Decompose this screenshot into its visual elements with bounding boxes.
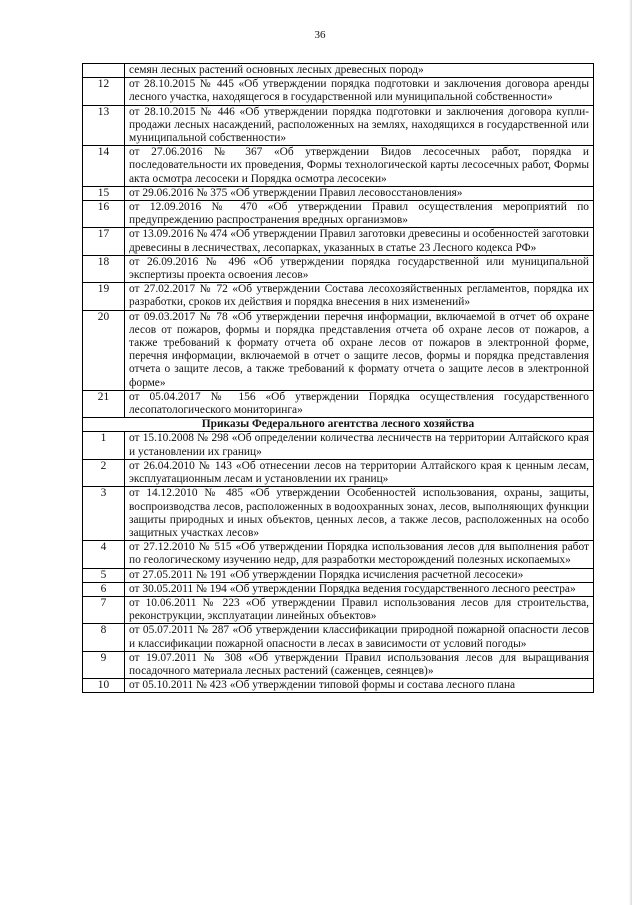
row-number: 10: [83, 679, 125, 693]
row-number: 19: [83, 283, 125, 310]
row-text: от 14.12.2010 № 485 «Об утверждении Особенностей использования, охраны, защиты, воспроизводства лесов, расположенных в водоохранных зонах, лесов, выполняющих функции защиты природных и иных объектов, ценных лесов, а также лесов, расположенных на особо защитных участках лесов»: [125, 487, 594, 541]
legal-acts-table: [82, 63, 594, 693]
row-number: 3: [83, 487, 125, 541]
row-number: 6: [83, 582, 125, 596]
table-row: [83, 582, 594, 596]
row-text: от 19.07.2011 № 308 «Об утверждении Правил использования лесов для выращивания посадочного материала лесных растений (саженцев, сеянцев)»: [125, 651, 594, 678]
table-row: [83, 679, 594, 693]
row-text: от 27.02.2017 № 72 «Об утверждении Состава лесохозяйственных регламентов, порядка их разработки, сроков их действия и порядка внесения в них изменений»: [125, 283, 594, 310]
table-row: [83, 310, 594, 390]
row-text: от 27.06.2016 № 367 «Об утверждении Видов лесосечных работ, порядка и последовательности их проведения, Формы технологической карты лесосечных работ, Формы акта осмотра лесосеки и Порядка осмотра лесосеки»: [125, 146, 594, 187]
row-text: от 13.09.2016 № 474 «Об утверждении Правил заготовки древесины и особенностей заготовки древесины в лесничествах, лесопарках, указанных в статье 23 Лесного кодекса РФ»: [125, 228, 594, 255]
row-text: от 29.06.2016 № 375 «Об утверждении Правил лесовосстановления»: [125, 186, 594, 200]
table-row: [83, 596, 594, 623]
row-text: от 09.03.2017 № 78 «Об утверждении перечня информации, включаемой в отчет об охране лесов от пожаров, формы и порядка представления отчета об охране лесов от пожаров, а также требований к формату отчета об охране лесов от пожаров в электронной форме, перечня информации, включаемой в отчет о защите лесов, формы и порядка представления отчета о защите лесов, а также требований к формату отчета о защите лесов в электронной форме»: [125, 310, 594, 390]
row-number: 12: [83, 78, 125, 105]
scan-edge-shadow: [629, 0, 632, 905]
table-row: [83, 624, 594, 651]
row-number: 5: [83, 568, 125, 582]
table-row: [83, 255, 594, 282]
row-text: от 27.05.2011 № 191 «Об утверждении Порядка исчисления расчетной лесосеки»: [125, 568, 594, 582]
row-number: 1: [83, 432, 125, 459]
table-row: [83, 146, 594, 187]
row-text: от 15.10.2008 № 298 «Об определении количества лесничеств на территории Алтайского края и установлении их границ»: [125, 432, 594, 459]
row-number: 16: [83, 201, 125, 228]
row-number: 17: [83, 228, 125, 255]
table-row: [83, 390, 594, 417]
table-row: [83, 541, 594, 568]
table-row: [83, 186, 594, 200]
table-row: [83, 105, 594, 146]
row-number: 8: [83, 624, 125, 651]
table-row: [83, 568, 594, 582]
table-row: [83, 64, 594, 78]
row-number: [83, 64, 125, 78]
row-text: от 05.04.2017 № 156 «Об утверждении Порядка осуществления государственного лесопатологического мониторинга»: [125, 390, 594, 417]
page-number: 36: [314, 29, 326, 41]
row-text: от 12.09.2016 № 470 «Об утверждении Правил осуществления мероприятий по предупреждению распространения вредных организмов»: [125, 201, 594, 228]
row-number: 7: [83, 596, 125, 623]
row-text: от 27.12.2010 № 515 «Об утверждении Порядка использования лесов для выполнения работ по геологическому изучению недр, для разработки месторождений полезных ископаемых»: [125, 541, 594, 568]
row-text: от 28.10.2015 № 446 «Об утверждении порядка подготовки и заключения договора купли-продажи лесных насаждений, расположенных на землях, находящихся в государственной или муниципальной собственности»: [125, 105, 594, 146]
row-number: 15: [83, 186, 125, 200]
section-title: Приказы Федерального агентства лесного хозяйства: [83, 418, 594, 432]
table-row: [83, 201, 594, 228]
row-text: от 30.05.2011 № 194 «Об утверждении Порядка ведения государственного лесного реестра»: [125, 582, 594, 596]
row-text: от 05.10.2011 № 423 «Об утверждении типовой формы и состава лесного плана: [125, 679, 594, 693]
row-text: от 10.06.2011 № 223 «Об утверждении Правил использования лесов для строительства, реконструкции, эксплуатации линейных объектов»: [125, 596, 594, 623]
section-header-row: [83, 418, 594, 432]
row-number: 13: [83, 105, 125, 146]
table-row: [83, 459, 594, 486]
row-text: от 26.04.2010 № 143 «Об отнесении лесов на территории Алтайского края к ценным лесам, эксплуатационным лесам и установлении их границ»: [125, 459, 594, 486]
row-text: от 26.09.2016 № 496 «Об утверждении порядка государственной или муниципальной экспертизы проекта освоения лесов»: [125, 255, 594, 282]
row-number: 21: [83, 390, 125, 417]
row-number: 9: [83, 651, 125, 678]
row-number: 14: [83, 146, 125, 187]
row-text: семян лесных растений основных лесных древесных пород»: [125, 64, 594, 78]
row-number: 4: [83, 541, 125, 568]
table-row: [83, 432, 594, 459]
table-row: [83, 228, 594, 255]
table-row: [83, 78, 594, 105]
row-number: 18: [83, 255, 125, 282]
table-row: [83, 487, 594, 541]
row-number: 2: [83, 459, 125, 486]
table-row: [83, 651, 594, 678]
table-row: [83, 283, 594, 310]
row-number: 20: [83, 310, 125, 390]
row-text: от 05.07.2011 № 287 «Об утверждении классификации природной пожарной опасности лесов и классификации пожарной опасности в лесах в зависимости от условий погоды»: [125, 624, 594, 651]
row-text: от 28.10.2015 № 445 «Об утверждении порядка подготовки и заключения договора аренды лесного участка, находящегося в государственной или муниципальной собственности»: [125, 78, 594, 105]
